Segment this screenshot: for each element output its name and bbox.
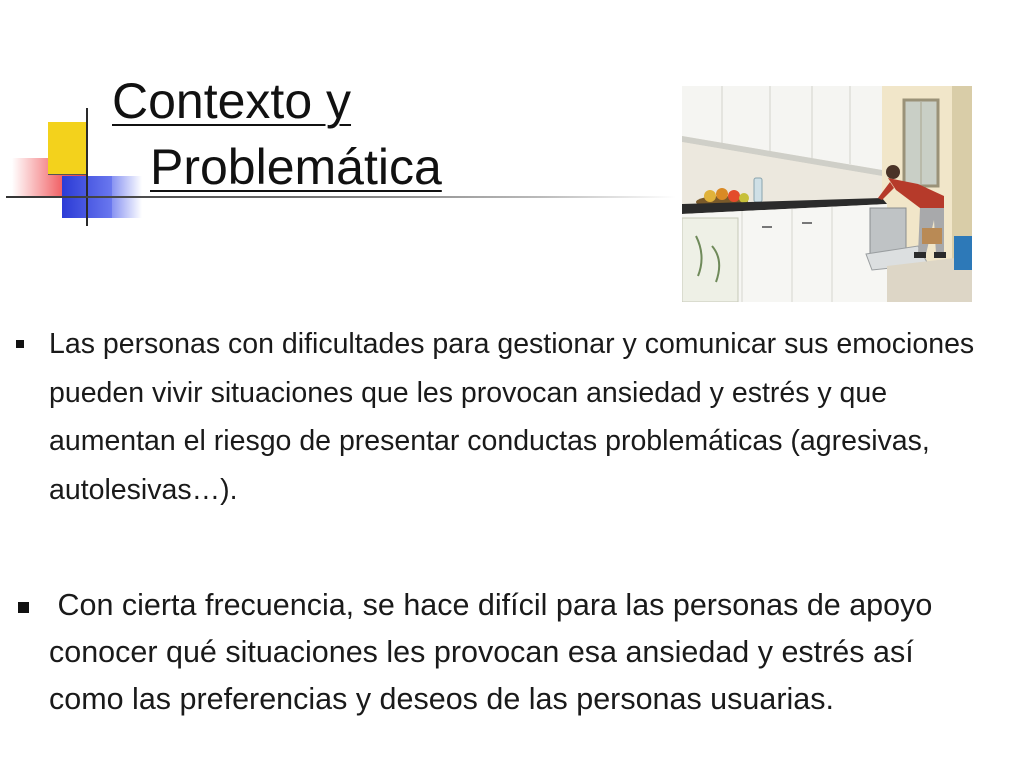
- kitchen-illustration: [682, 86, 972, 302]
- divider-line-short: [48, 174, 88, 175]
- bullet-text: Con cierta frecuencia, se hace difícil para las personas de apoyo conocer qué situaciones les provocan esa ansiedad y estrés así como las preferencias y deseos de las personas usuarias.: [49, 588, 941, 716]
- yellow-block: [48, 122, 86, 174]
- bullet-square-icon: [18, 602, 29, 613]
- kitchen-photo: [682, 86, 972, 302]
- slide-title: [112, 68, 632, 200]
- title-line-1: Contexto y: [112, 73, 352, 129]
- divider-line-vertical: [86, 108, 88, 226]
- title-line-2: Problemática: [150, 139, 442, 195]
- bullet-text: Las personas con dificultades para gestionar y comunicar sus emociones pueden vivir situaciones que les provocan ansiedad y estrés y que aumentan el riesgo de presentar conductas problemáticas (agresivas, autolesivas…).: [49, 328, 975, 506]
- bullet-square-icon: [16, 340, 24, 348]
